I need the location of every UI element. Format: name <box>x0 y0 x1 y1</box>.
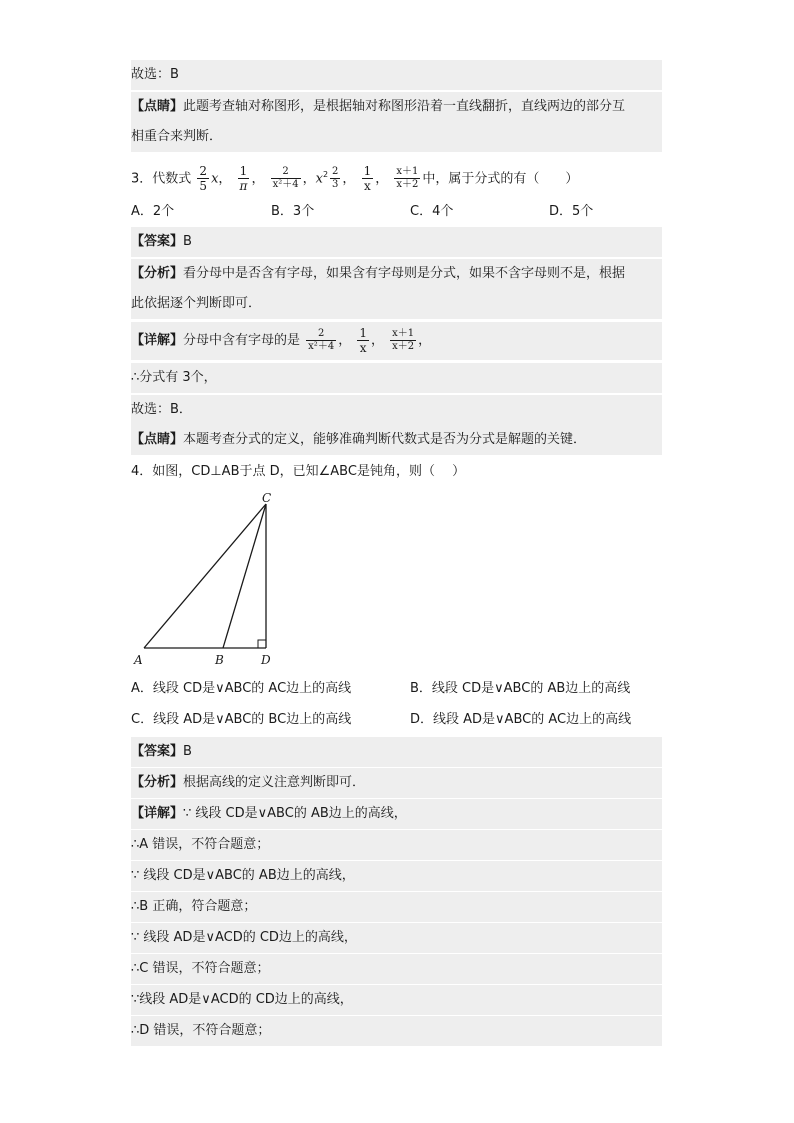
fraction-1-pi: $\frac{1}{\pi}$ <box>239 164 248 194</box>
q3-comment-line: 【点睛】本题考查分式的定义，能够准确判断代数式是否为分式是解题的关键． <box>131 425 662 455</box>
q4-detail-line-3: ∵ 线段 CD是∨ABC的 AB边上的高线， <box>131 861 662 891</box>
right-angle-mark <box>258 640 266 648</box>
fraction-2-5: $\frac{2}{5}$ <box>199 164 208 194</box>
label-c: C <box>262 492 272 505</box>
q3-option-c: C．4个 <box>410 204 454 219</box>
label-b: B <box>215 653 224 667</box>
q4-analysis-line: 【分析】根据高线的定义注意判断即可． <box>131 768 662 798</box>
segment-ac <box>144 504 266 648</box>
q4-option-a: A．线段 CD是∨ABC的 AC边上的高线 <box>131 681 352 696</box>
fraction-2-x2plus4: $\frac{2}{\text{x²＋4}}$ <box>272 166 299 191</box>
q3-option-d: D．5个 <box>549 204 594 219</box>
q3-analysis-line-2: 此依据逐个判断即可． <box>131 289 662 319</box>
q4-detail-line-1: 【详解】∵ 线段 CD是∨ABC的 AB边上的高线， <box>131 799 662 829</box>
triangle-figure <box>126 492 286 672</box>
prev-choose-line: 故选：B <box>131 60 662 90</box>
q4-detail-line-7: ∵线段 AD是∨ACD的 CD边上的高线， <box>131 985 662 1015</box>
q4-options-row-1 <box>131 674 662 704</box>
q3-detail-line: 【详解】分母中含有字母的是 $\frac{2}{\text{x²＋4}}$ ， $\frac{1}{x}$ ， $\frac{x+1}{x+2}$ ， <box>131 322 662 360</box>
q4-option-d: D．线段 AD是∨ABC的 AC边上的高线 <box>410 712 632 727</box>
label-d: D <box>261 653 271 667</box>
q4-detail-line-4: ∴B 正确，符合题意； <box>131 892 662 922</box>
fraction-xplus1-xplus2: $\frac{x+1}{x+2}$ <box>396 166 419 191</box>
q4-detail-line-2: ∴A 错误，不符合题意； <box>131 830 662 860</box>
q4-option-c: C．线段 AD是∨ABC的 BC边上的高线 <box>131 712 352 727</box>
question-3-options <box>131 197 662 227</box>
fraction-2-3: $\frac{2}{3}$ <box>332 166 339 191</box>
q4-option-b: B．线段 CD是∨ABC的 AB边上的高线 <box>410 681 631 696</box>
q3-option-a: A．2个 <box>131 204 175 219</box>
q4-answer-line: 【答案】B <box>131 737 662 767</box>
q3-choose-line: 故选：B． <box>131 395 662 425</box>
q3-analysis-line-1: 【分析】看分母中是否含有字母，如果含有字母则是分式，如果不含字母则不是，根据 <box>131 259 662 289</box>
question-4-stem: 4．如图，CD⊥AB于点 D，已知∠ABC是钝角，则（ ） <box>131 464 466 479</box>
q3-count-line: ∴分式有 3个， <box>131 363 662 393</box>
prev-comment-line-1: 【点睛】此题考查轴对称图形，是根据轴对称图形沿着一直线翻折，直线两边的部分互 <box>131 92 662 122</box>
q4-options-row-2 <box>131 705 662 735</box>
segment-bc <box>223 504 266 648</box>
question-3-stem: 3．代数式 $\frac{2}{5}$ x， $\frac{1}{\pi}$ ， $\frac{2}{\text{x²＋4}}$ ，$x^2$ $\frac{2}{3}$ ， $\frac{1}{x}$ ， $\frac{x+1}{x+2}$ 中，属于分式的有（ ） <box>131 164 579 194</box>
q4-detail-line-6: ∴C 错误，不符合题意； <box>131 954 662 984</box>
prev-comment-line-2: 相重合来判断． <box>131 122 662 152</box>
q4-detail-line-8: ∴D 错误，不符合题意； <box>131 1016 662 1046</box>
q3-answer-line: 【答案】B <box>131 227 662 257</box>
q3-option-b: B．3个 <box>271 204 315 219</box>
label-a: A <box>134 653 143 667</box>
fraction-1-x: $\frac{1}{x}$ <box>363 164 372 194</box>
q4-detail-line-5: ∵ 线段 AD是∨ACD的 CD边上的高线， <box>131 923 662 953</box>
